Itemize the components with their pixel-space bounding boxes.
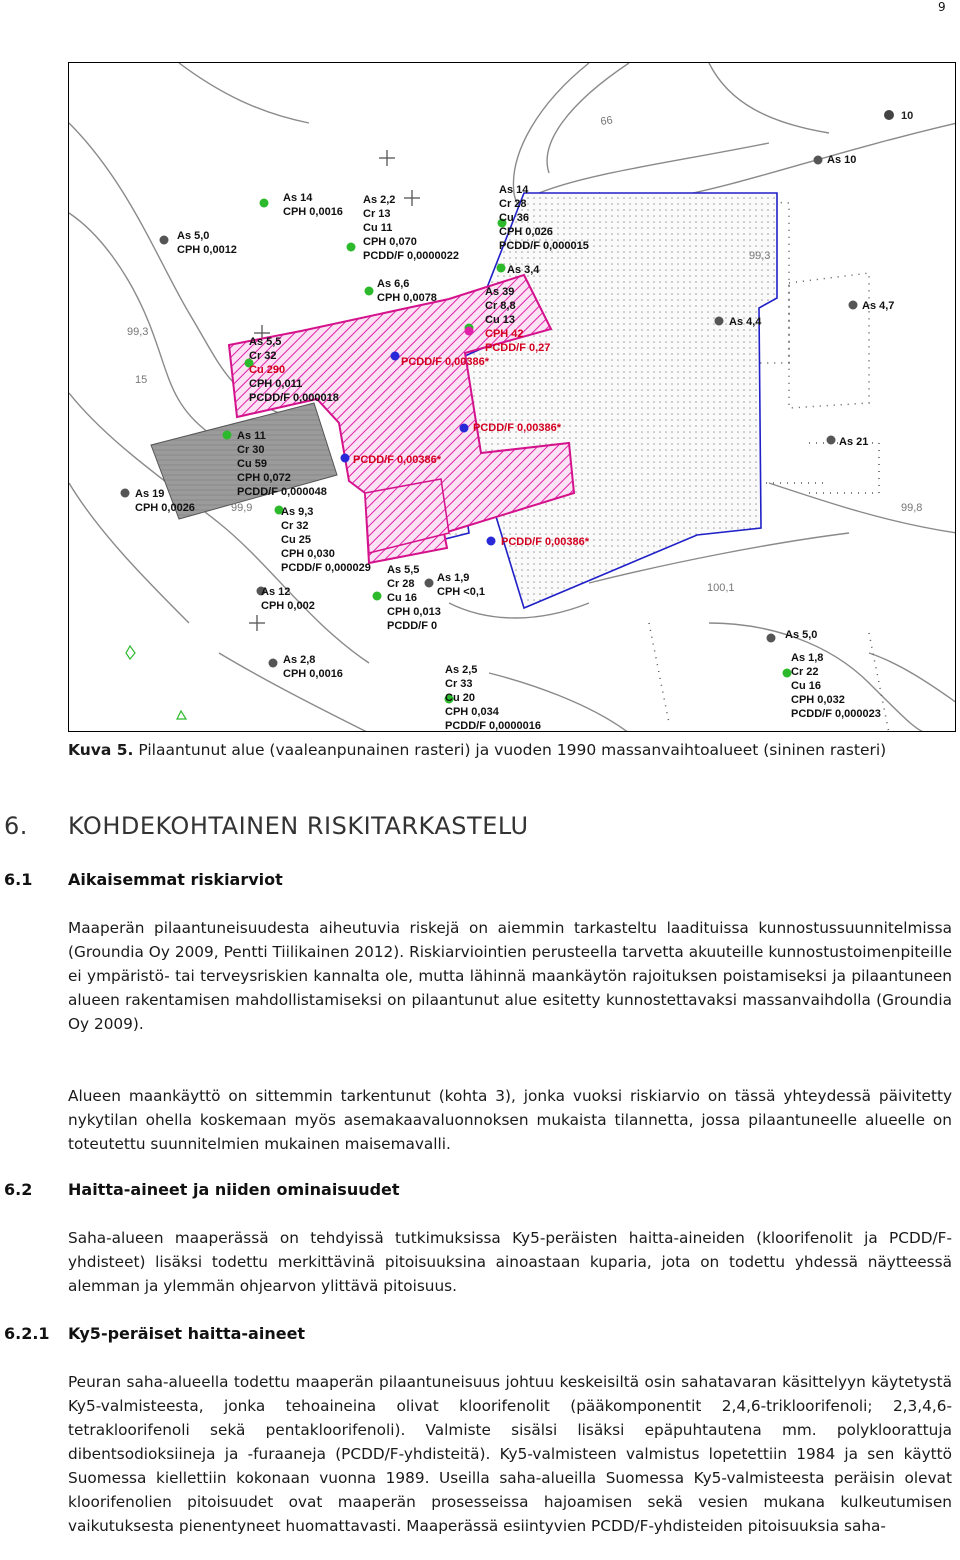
sample-label: PCDD/F 0,00386* — [501, 536, 590, 548]
sample-label: As 4,7 — [862, 300, 895, 312]
sample-label: As 1,8 Cr 22 Cu 16 CPH 0,032 PCDD/F 0,000023 — [791, 652, 881, 720]
sample-label: As 11 Cr 30 Cu 59 CPH 0,072 PCDD/F 0,000048 — [237, 430, 327, 498]
sample-label: As 6,6 CPH 0,0078 — [377, 278, 437, 304]
sample-label: CPH 42 PCDD/F 0,27 — [485, 328, 551, 354]
sample-label: As 5,5 Cr 32 Cu 290 CPH 0,011 PCDD/F 0,000018 — [249, 336, 339, 404]
section-number: 6.1 — [4, 870, 33, 889]
caption-label: Kuva 5. — [68, 741, 134, 759]
section-number: 6. — [4, 812, 28, 840]
caption-text: Pilaantunut alue (vaaleanpunainen rasteri) ja vuoden 1990 massanvaihtoalueet (sininen rasteri) — [133, 741, 887, 759]
sample-label: As 1,9 CPH <0,1 — [437, 572, 485, 598]
sample-label: As 2,2 Cr 13 Cu 11 CPH 0,070 PCDD/F 0,0000022 — [363, 194, 459, 262]
sample-label: As 5,0 — [785, 629, 818, 641]
figure-caption — [68, 738, 952, 762]
small-symbols — [126, 646, 186, 719]
section-title: Haitta-aineet ja niiden ominaisuudet — [68, 1180, 400, 1199]
magenta-marker — [465, 327, 474, 336]
sample-label: As 14 Cr 28 Cu 36 CPH 0,026 PCDD/F 0,000015 — [499, 184, 589, 252]
section-title: KOHDEKOHTAINEN RISKITARKASTELU — [68, 812, 529, 840]
contour-label: 99,3 — [749, 250, 771, 262]
paragraph: Saha-alueen maaperässä on tehdyissä tutkimuksissa Ky5-peräisten haitta-aineiden (kloorifenolit ja PCDD/F-yhdisteet) lisäksi todettu merkittävinä pitoisuuksina ainoastaan kuparia, jota on todettu yhdessä näytteessä alemman ja ylemmän ohjearvon ylittävä pitoisuus. — [68, 1229, 952, 1295]
sample-label: As 5,5 Cr 28 Cu 16 CPH 0,013 PCDD/F 0 — [387, 564, 441, 632]
contour-label: 99,3 — [127, 326, 149, 338]
sample-label: As 39 Cr 8,8 Cu 13 — [485, 286, 516, 326]
paragraph: Peuran saha-alueella todettu maaperän pilaantuneisuus johtuu keskeisiltä osin sahatavaran käsittelyyn käytetystä Ky5-valmisteesta, jonka tehoaineina olivat kloorifenolit (pääkomponentit 2,4,6-trikloorifenoli; 2,3,4,6-tetrakloorifenoli sekä pentakloorifenoli). Valmiste sisälsi lisäksi epäpuhtautena mm. polykloorattuja dibentsodioksiineja ja -furaaneja (PCDD/F-yhdisteitä). Ky5-valmisteen valmistus lopetettiin 1984 ja sen käyttö Suomessa kiellettiin kokonaan vuonna 1989. Useilla saha-alueilla Suomessa Ky5-valmisteesta peräisin olevat kloorifenolien pitoisuudet ovat maaperän prosesseissa hajoamisen sekä vesien mukana kulkeutumisen vaikutuksesta pienentyneet huomattavasti. Maaperässä esiintyvien PCDD/F-yhdisteiden pitoisuuksia saha- — [68, 1373, 952, 1535]
sample-label: As 5,0 CPH 0,0012 — [177, 230, 237, 256]
section-title: Aikaisemmat riskiarviot — [68, 870, 283, 889]
contour-label: 100,1 — [707, 582, 735, 594]
contour-label: 99,9 — [231, 502, 253, 514]
mass-exchange-area-blue — [449, 193, 777, 608]
sample-label: PCDD/F 0,00386* — [353, 454, 442, 466]
sample-label: As 19 CPH 0,0026 — [135, 488, 195, 514]
contamination-map — [68, 62, 956, 732]
paragraph: Alueen maankäyttö on sittemmin tarkentunut (kohta 3), jonka vuoksi riskiarvio on tässä yhteydessä päivitetty nykytilan ohella koskemaan myös asemakaavaluonnoksen mukaista tilannetta, jossa pilaantuneelle alueelle on toteutettu suunnitelmien mukainen maisemavalli. — [68, 1087, 952, 1153]
sample-label: As 10 — [827, 154, 857, 166]
contour-label: 15 — [135, 374, 148, 386]
sample-label: As 2,5 Cr 33 Cu 20 CPH 0,034 PCDD/F 0,0000016 — [445, 664, 541, 732]
section-number: 6.2 — [4, 1180, 33, 1199]
paragraph: Maaperän pilaantuneisuudesta aiheutuvia riskejä on aiemmin tarkasteltu laadituissa kunnostussuunnitelmissa (Groundia Oy 2009, Pentti Tiilikainen 2012). Riskiarviointien perusteella tarvetta akuuteille kunnostustoimenpiteille ei ympäristö- tai terveysriskien kannalta ole, mutta lähinnä maankäytön rajoituksen poistamiseksi ja pilaantuneen alueen rakentamisen mahdollistamiseksi on pilaantunut alue esitetty kunnostettavaksi massanvaihdolla (Groundia Oy 2009). — [68, 919, 952, 1033]
sample-label: As 12 CPH 0,002 — [261, 586, 315, 612]
sample-label: As 4,4 — [729, 316, 762, 328]
north-marker — [884, 110, 894, 120]
sample-label: As 2,8 CPH 0,0016 — [283, 654, 343, 680]
sample-label: As 14 CPH 0,0016 — [283, 192, 343, 218]
page-number: 9 — [938, 0, 946, 14]
section-number: 6.2.1 — [4, 1324, 50, 1343]
section-title: Ky5-peräiset haitta-aineet — [68, 1324, 306, 1343]
sample-label: As 21 — [839, 436, 869, 448]
sample-label: PCDD/F 0,00386* — [401, 356, 490, 368]
sample-label: As 3,4 — [507, 264, 540, 276]
contour-label: 66 — [599, 114, 614, 128]
sample-label: PCDD/F 0,00386* — [473, 422, 562, 434]
contour-label: 99,8 — [901, 502, 923, 514]
sample-label: As 9,3 Cr 32 Cu 25 CPH 0,030 PCDD/F 0,000029 — [281, 506, 371, 574]
contour-label: 10 — [901, 110, 914, 122]
